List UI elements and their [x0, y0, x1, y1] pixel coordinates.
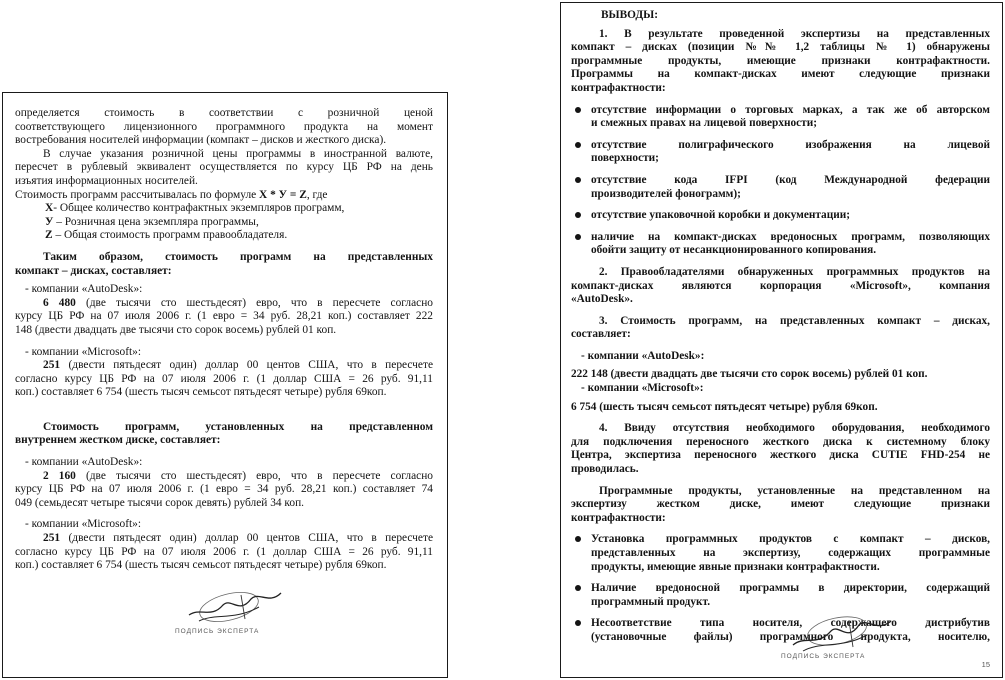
- variable-description: - Общее количество контрафактных экземпляров программ,: [53, 202, 345, 215]
- text-line: для подключения переносного жесткого диска к системному блоку: [571, 435, 990, 448]
- text-line: продукты, имеющие явные признаки контрафактности.: [591, 560, 880, 573]
- cost-amount: 251: [43, 532, 61, 545]
- formula-block: [15, 189, 433, 243]
- conclusion-item-4: [571, 422, 990, 476]
- text-line: Установка программных продуктов с компакт – дисков,: [591, 533, 990, 546]
- text-line: отсутствие информации о торговых марках, а так же об авторском: [591, 103, 990, 116]
- text-line: проводилась.: [571, 463, 639, 476]
- cost-total-microsoft: 6 754 (шесть тысяч семьсот пятьдесят четыре) рубля 69коп.: [571, 400, 878, 413]
- text-line: [15, 297, 433, 311]
- text-line: (установочные файлы) программного продукта, носителю,: [591, 630, 990, 643]
- text-line: Программы на компакт-дисках имеют следующие признаки: [571, 68, 990, 81]
- text-line: отсутствие упаковочной коробки и документации;: [591, 209, 850, 222]
- text-line: внутреннем жестком диске, составляет:: [15, 434, 221, 447]
- text-line: согласно курсу ЦБ РФ на 07 июля 2006 г. (1 доллар США = 26 руб. 91,11: [15, 372, 433, 385]
- conclusion-item-1: [571, 28, 990, 96]
- variable-symbol: X: [45, 202, 54, 215]
- cost-amount: 2 160: [43, 469, 76, 482]
- counterfeit-signs-list: [571, 104, 990, 258]
- list-item: [571, 231, 990, 258]
- text-line: компакт – дисках, составляет:: [15, 264, 172, 277]
- company-label: - компании «AutoDesk»:: [25, 456, 143, 469]
- text-line: согласно курсу ЦБ РФ на 07 июля 2006 г. (1 доллар США = 26 руб. 91,11: [15, 545, 433, 558]
- signature-caption: ПОДПИСЬ ЭКСПЕРТА: [781, 653, 866, 660]
- text-line: программные продукты, имеющие признаки контрафактности.: [571, 54, 990, 67]
- conclusions-heading: ВЫВОДЫ:: [601, 9, 659, 21]
- section-heading-cd-cost: [15, 251, 433, 278]
- formula-variable: [15, 216, 433, 230]
- cost-entry-autodesk-hdd: [15, 456, 433, 510]
- formula-variable: [15, 202, 433, 216]
- company-label: - компании «Microsoft»:: [25, 518, 142, 531]
- company-label: - компании «Microsoft»:: [25, 345, 142, 358]
- text-line: изъятия информационных носителей.: [15, 174, 198, 187]
- text-line: обойти защиту от несанкционированного копирования.: [591, 244, 877, 257]
- text-line: Наличие вредоносной программы в директории, содержащий: [591, 582, 990, 595]
- text-line: коп.) составляет 6 754 (шесть тысяч семьсот пятьдесят четыре) рубля 69коп.: [15, 559, 387, 572]
- section-heading-hdd-cost: [15, 421, 433, 448]
- text-line: 1. В результате проведенной экспертизы на представленных: [599, 27, 990, 40]
- text-line: 148 (двести двадцать две тысячи сто сорок восемь) рублей 01 коп.: [15, 323, 337, 336]
- cost-entry-microsoft-hdd: [15, 518, 433, 572]
- company-label: - компании «Microsoft»:: [581, 382, 704, 395]
- text-line: пересчет в рублевый эквивалент осуществляется по курсу ЦБ РФ на день: [15, 161, 433, 174]
- text-line: контрафактности:: [571, 81, 666, 94]
- text-line: экспертизу жестком диске, имеют следующие признаки: [571, 498, 990, 511]
- cost-amount: 6 480: [43, 296, 76, 309]
- text-line: Центра, экспертиза переносного жесткого диска CUTIE FHD-254 не: [571, 449, 990, 462]
- document-page-right: [560, 2, 1003, 678]
- cost-amount: 251: [43, 359, 61, 372]
- list-item: [571, 104, 990, 131]
- text-line: 4. Ввиду отсутствия необходимого оборудования, необходимого: [599, 422, 990, 435]
- text-span: (две тысячи сто шестьдесят) евро, что в пересчете согласно: [75, 296, 433, 309]
- text-line: программный продукт.: [591, 595, 711, 608]
- text-line: и смежных правах на лицевой поверхности;: [591, 117, 817, 130]
- paragraph-cost-definition: [15, 107, 433, 148]
- text-span: (две тысячи сто шестьдесят) евро, что в пересчете согласно: [75, 469, 433, 482]
- text-line: 049 (семьдесят четыре тысячи сорок девять) рублей 34 коп.: [15, 496, 305, 509]
- text-line: Программные продукты, установленные на представленном на: [599, 484, 990, 497]
- list-item: [571, 209, 990, 223]
- text-line: 2. Правообладателями обнаруженных программных продуктов на: [599, 265, 990, 278]
- formula-expression: X * У = Z: [259, 188, 307, 201]
- text-line: поверхности;: [591, 152, 659, 165]
- conclusion-item-3: [571, 315, 990, 342]
- list-item: [571, 139, 990, 166]
- variable-symbol: Z: [45, 229, 53, 242]
- formula-tail: , где: [306, 188, 328, 201]
- paragraph-currency: [15, 148, 433, 189]
- text-line: наличие на компакт-дисках вредоносных программ, позволяющих: [591, 230, 990, 243]
- text-line: составляет:: [571, 328, 631, 341]
- text-line: Таким образом, стоимость программ на представленных: [43, 250, 433, 263]
- company-label: - компании «AutoDesk»:: [581, 349, 705, 362]
- list-item: [571, 533, 990, 574]
- text-line: [15, 359, 433, 373]
- conclusion-item-2: [571, 266, 990, 307]
- signature-caption: ПОДПИСЬ ЭКСПЕРТА: [175, 628, 260, 635]
- text-line: «AutoDesk».: [571, 293, 633, 306]
- hdd-counterfeit-signs-list: [571, 533, 990, 644]
- text-line: курсу ЦБ РФ на 07 июля 2006 г. (1 евро = 34 руб. 28,21 коп.) составляет 74: [15, 483, 433, 496]
- text-line: отсутствие кода IFPI (код Международной федерации: [591, 173, 990, 186]
- text-line: соответствующего лицензионного программного продукта на момент: [15, 120, 433, 133]
- list-item: [571, 174, 990, 201]
- text-line: контрафактности:: [571, 511, 666, 524]
- cost-total-autodesk: 222 148 (двести двадцать две тысячи сто сорок восемь) рублей 01 коп.: [571, 368, 928, 381]
- text-line: компакт-дисках являются корпорация «Microsoft», компания: [571, 279, 990, 292]
- formula-line: [15, 189, 433, 203]
- text-span: (двести пятьдесят один) доллар 00 центов США, что в пересчете: [60, 359, 433, 372]
- text-line: Несоответствие типа носителя, содержащего дистрибутив: [591, 617, 990, 630]
- page-number: 15: [981, 660, 990, 669]
- document-page-left: [2, 92, 448, 678]
- variable-description: – Розничная цена экземпляра программы,: [53, 215, 259, 228]
- company-label: - компании «AutoDesk»:: [25, 283, 143, 296]
- text-line: коп.) составляет 6 754 (шесть тысяч семьсот пятьдесят четыре) рубля 69коп.: [15, 386, 387, 399]
- text-line: курсу ЦБ РФ на 07 июля 2006 г. (1 евро = 34 руб. 28,21 коп.) составляет 222: [15, 310, 433, 323]
- text-span: (двести пятьдесят один) доллар 00 центов США, что в пересчете: [60, 532, 433, 545]
- text-line: Стоимость программ, установленных на представленном: [43, 420, 433, 433]
- text-line: [15, 470, 433, 484]
- text-line: компакт – дисках (позиции №№ 1,2 таблицы № 1) обнаружены: [571, 41, 990, 54]
- text-line: В случае указания розничной цены программы в иностранной валюте,: [43, 147, 433, 160]
- text-line: производителей фонограмм);: [591, 187, 741, 200]
- list-item: [571, 617, 990, 644]
- formula-intro: Стоимость программ рассчитывалась по формуле: [15, 188, 260, 201]
- cost-entry-autodesk-cd: [15, 283, 433, 337]
- text-line: отсутствие полиграфического изображения на лицевой: [591, 138, 990, 151]
- text-line: востребования носителей информации (компакт – дисков и жесткого диска).: [15, 134, 387, 147]
- variable-description: – Общая стоимость программ правообладателя.: [52, 229, 288, 242]
- formula-variable: [15, 229, 433, 243]
- text-line: 3. Стоимость программ, на представленных компакт – дисках,: [599, 314, 990, 327]
- text-line: [15, 532, 433, 546]
- text-line: определяется стоимость в соответствии с розничной ценой: [15, 107, 433, 119]
- conclusion-item-5: [571, 485, 990, 526]
- variable-symbol: У: [45, 215, 54, 228]
- text-line: представленных на экспертизу, содержащих программные: [591, 547, 990, 559]
- list-item: [571, 582, 990, 609]
- cost-entry-microsoft-cd: [15, 346, 433, 400]
